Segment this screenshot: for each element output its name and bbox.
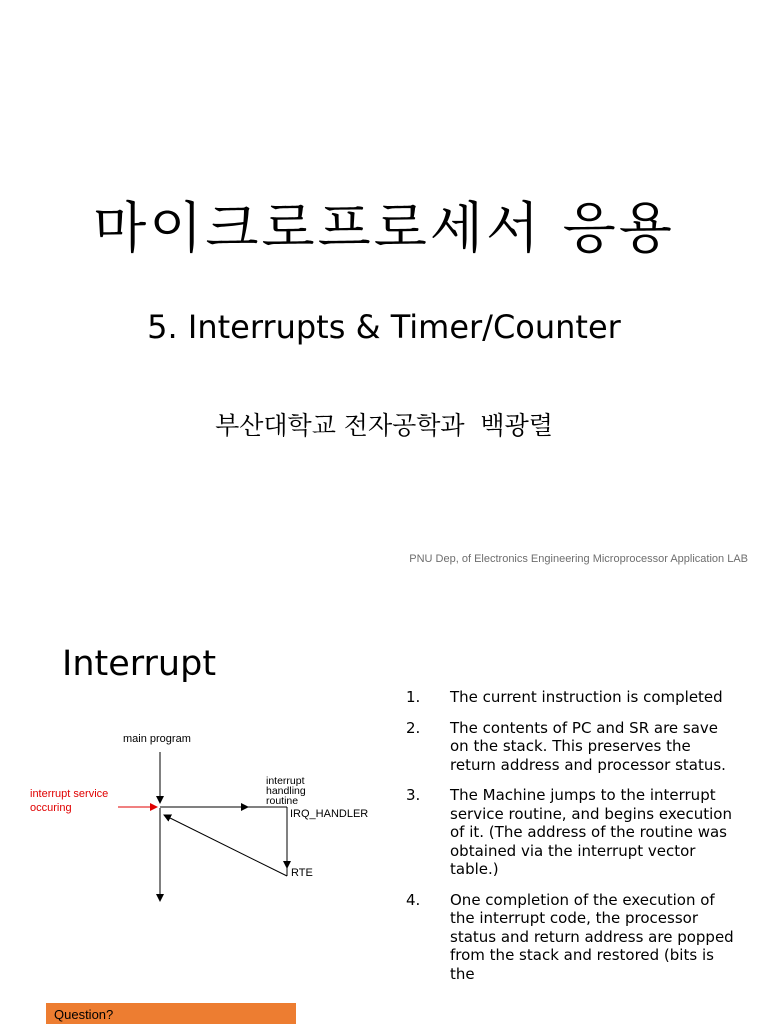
handling-label-3: routine: [266, 795, 299, 807]
list-item: [406, 786, 736, 879]
interrupt-service-label: interrupt service: [30, 788, 109, 800]
step-text: The current instruction is completed: [450, 688, 723, 706]
interrupt-slide: [0, 588, 768, 1024]
step-number: 2.: [406, 718, 421, 737]
step-text: The contents of PC and SR are save on the stack. This preserves the return address and processor status.: [450, 718, 726, 774]
question-label: Question?: [54, 1007, 114, 1022]
interrupt-steps-list: [406, 688, 736, 995]
author-line: 부산대학교 전자공학과 백광렬: [215, 411, 553, 440]
step-number: 4.: [406, 890, 421, 909]
step-text: One completion of the execution of the interrupt code, the processor status and return address are popped from the stack and restored (bits is the: [450, 890, 734, 983]
handling-label-1: interrupt: [266, 775, 305, 787]
step-number: 3.: [406, 786, 421, 804]
slide-subtitle: 5. Interrupts & Timer/Counter: [147, 308, 621, 346]
main-program-label: main program: [123, 733, 191, 745]
list-item: [406, 891, 736, 984]
interrupt-occuring-label: occuring: [30, 802, 72, 814]
step-number: 1.: [406, 688, 421, 706]
interrupt-flow-diagram: [0, 708, 400, 918]
slide-title: Interrupt: [62, 644, 217, 684]
lab-footer: PNU Dep, of Electronics Engineering Microprocessor Application LAB: [409, 553, 748, 565]
list-item: [406, 719, 736, 775]
rte-label: RTE: [291, 867, 313, 879]
slide-title: 마이크로프로세서 응용: [93, 196, 675, 260]
handling-label-2: handling: [266, 785, 306, 797]
step-text: The Machine jumps to the interrupt service routine, and begins execution of it. (The address of the routine was obtained via the interrupt vector table.): [450, 786, 732, 878]
irq-handler-label: IRQ_HANDLER: [290, 808, 369, 820]
question-bar: [46, 1003, 296, 1024]
list-item: [406, 688, 736, 707]
return-arrow: [164, 815, 287, 876]
